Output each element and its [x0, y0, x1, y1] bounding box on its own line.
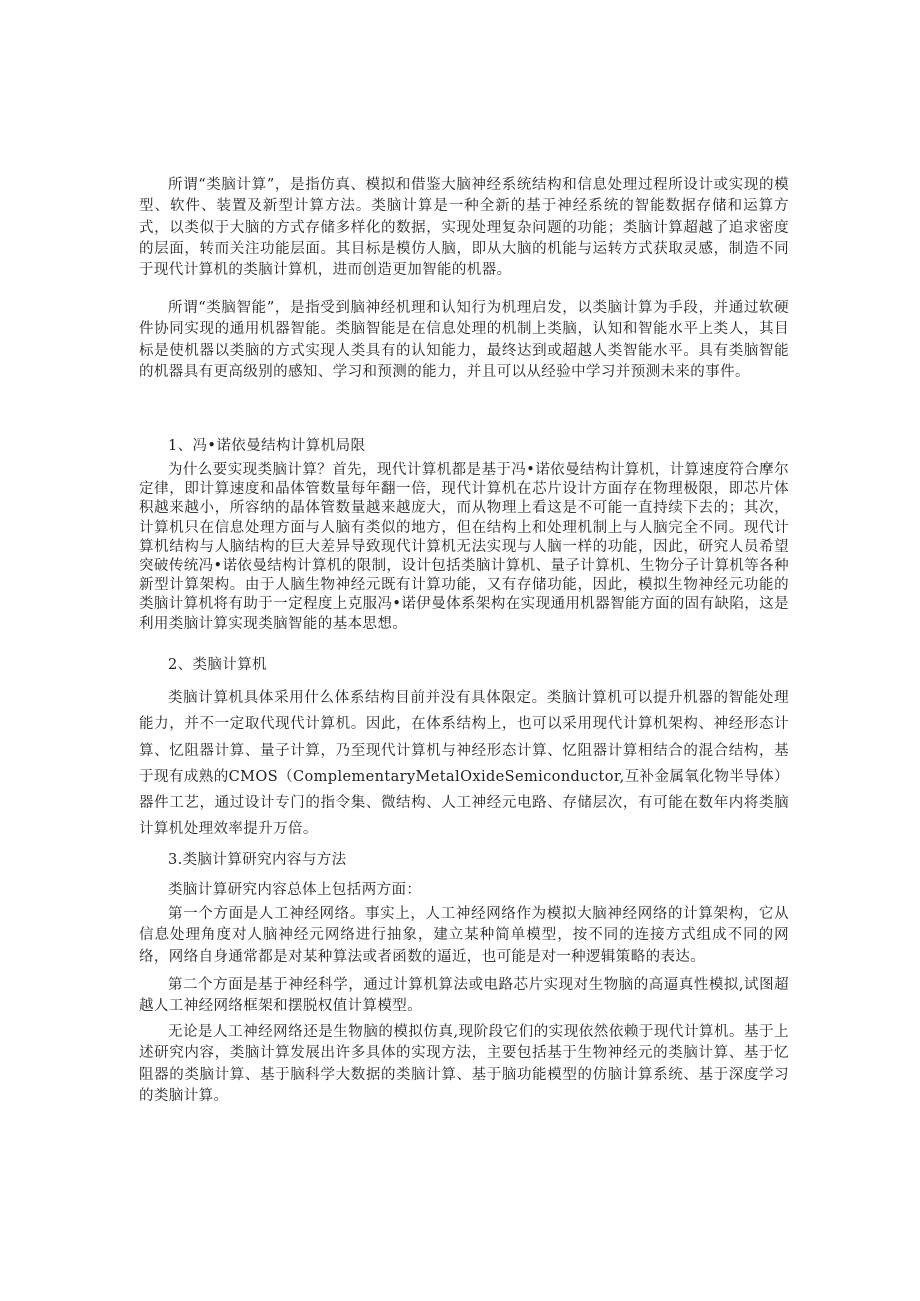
- section-1-paragraph: 为什么要实现类脑计算？首先，现代计算机都是基于冯•诺依曼结构计算机，计算速度符合摩尔定律，即计算速度和晶体管数量每年翻一倍，现代计算机在芯片设计方面存在物理极限，即芯片体积越来越小，所容纳的晶体管数量越来越庞大，而从物理上看这是不可能一直持续下去的；其次，计算机只在信息处理方面与人脑有类似的地方，但在结构上和处理机制上与人脑完全不同。现代计算机结构与人脑结构的巨大差异导致现代计算机无法实现与人脑一样的功能，因此，研究人员希望突破传统冯•诺依曼结构计算机的限制，设计包括类脑计算机、量子计算机、生物分子计算机等各种新型计算架构。由于人脑生物神经元既有计算功能，又有存储功能，因此，模拟生物神经元功能的类脑计算机将有助于一定程度上克服冯•诺伊曼体系架构在实现通用机器智能方面的固有缺陷，这是利用类脑计算实现类脑智能的基本思想。: [139, 462, 789, 632]
- section-3-heading: 3.类脑计算研究内容与方法: [168, 852, 347, 868]
- section-3-paragraph-implementation-methods: 无论是人工神经网络还是生物脑的模拟仿真,现阶段它们的实现依然依赖于现代计算机。基于上述研究内容，类脑计算发展出许多具体的实现方法，主要包括基于生物神经元的类脑计算、基于忆阻器的类脑计算、基于脑科学大数据的类脑计算、基于脑功能模型的仿脑计算系统、基于深度学习的类脑计算。: [139, 1024, 789, 1104]
- section-3-intro-paragraph: 类脑计算研究内容总体上包括两方面：: [168, 882, 422, 898]
- intro-paragraph-brain-inspired-computing: 所谓“类脑计算”，是指仿真、模拟和借鉴大脑神经系统结构和信息处理过程所设计或实现的模型、软件、装置及新型计算方法。类脑计算是一种全新的基于神经系统的智能数据存储和运算方式，以类似于大脑的方式存储多样化的数据，实现处理复杂问题的功能；类脑计算超越了追求密度的层面，转而关注功能层面。其目标是模仿人脑，即从大脑的机能与运转方式获取灵感，制造不同于现代计算机的类脑计算机，进而创造更加智能的机器。: [139, 177, 789, 279]
- section-2-heading: 2、类脑计算机: [168, 657, 268, 673]
- section-2-paragraph: 类脑计算机具体采用什么体系结构目前并没有具体限定。类脑计算机可以提升机器的智能处理能力，并不一定取代现代计算机。因此，在体系结构上，也可以采用现代计算机架构、神经形态计算、忆阻器计算、量子计算，乃至现代计算机与神经形态计算、忆阻器计算相结合的混合结构，基于现有成熟的CMOS（ComplementaryMetalOxideSemiconductor,互补金属氧化物半导体）器件工艺，通过设计专门的指令集、微结构、人工神经元电路、存储层次，有可能在数年内将类脑计算机处理效率提升万倍。: [139, 690, 789, 838]
- section-1-heading: 1、冯•诺依曼结构计算机局限: [168, 438, 366, 454]
- intro-paragraph-brain-inspired-intelligence: 所谓“类脑智能”，是指受到脑神经机理和认知行为机理启发，以类脑计算为手段，并通过软硬件协同实现的通用机器智能。类脑智能是在信息处理的机制上类脑，认知和智能水平上类人，其目标是使机器以类脑的方式实现人类具有的认知能力，最终达到或超越人类智能水平。具有类脑智能的机器具有更高级别的感知、学习和预测的能力，并且可以从经验中学习并预测未来的事件。: [139, 300, 789, 380]
- section-3-paragraph-artificial-neural-network: 第一个方面是人工神经网络。事实上，人工神经网络作为模拟大脑神经网络的计算架构，它从信息处理角度对人脑神经元网络进行抽象，建立某种简单模型，按不同的连接方式组成不同的网络，网络自身通常都是对某种算法或者函数的逼近，也可能是对一种逻辑策略的表达。: [139, 906, 789, 965]
- section-3-paragraph-neuroscience: 第二个方面是基于神经科学，通过计算机算法或电路芯片实现对生物脑的高逼真性模拟,试图超越人工神经网络框架和摆脱权值计算模型。: [139, 977, 789, 1015]
